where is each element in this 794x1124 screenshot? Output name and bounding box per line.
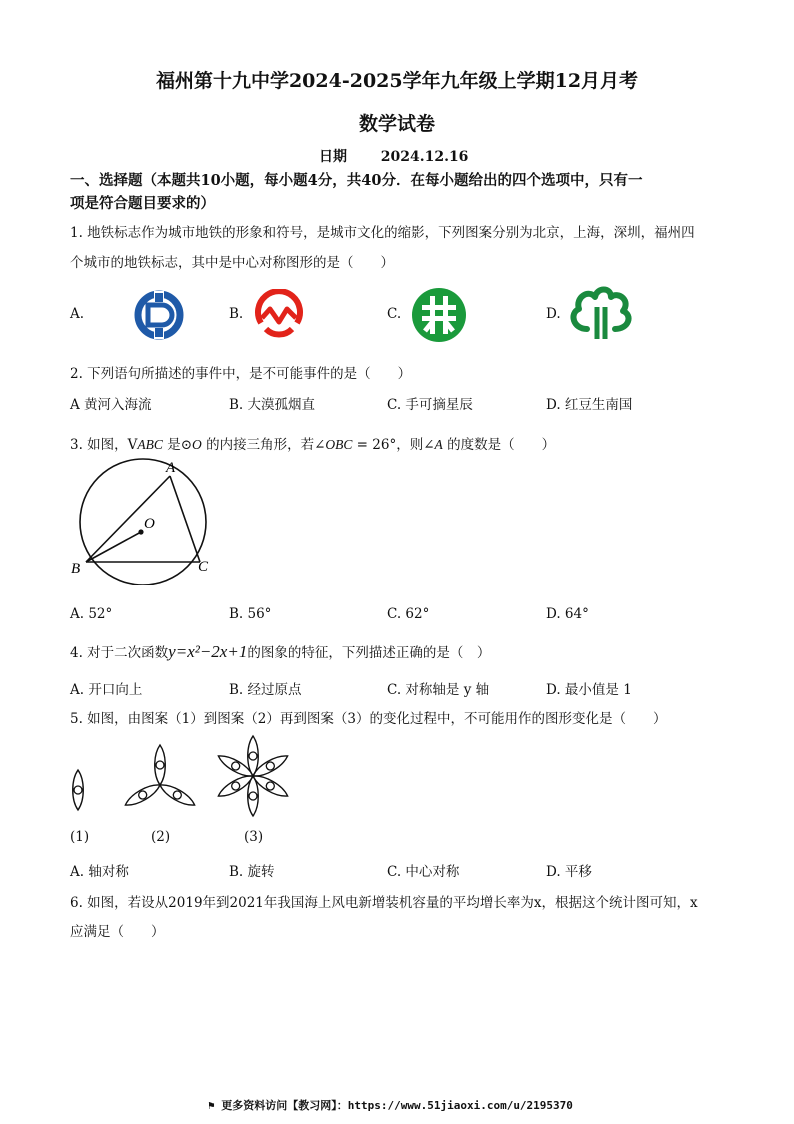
shanghai-metro-icon [253,289,305,341]
q5-label-3: (3) [244,829,264,845]
q2-option-d: D. 红豆生南国 [546,397,633,413]
exam-title: 福州第十九中学2024-2025学年九年级上学期12月月考 [155,70,639,92]
q3-stem-mid2: 的内接三角形，若∠ [201,437,326,453]
section-heading-line2: 项是符合题目要求的） [70,195,215,212]
q1-option-d: D. [546,306,561,322]
q3-label-b: B [71,561,81,577]
q3-stem-eq: = 26°，则∠ [352,437,435,453]
q2-option-c: C. 手可摘星辰 [387,397,473,413]
section-heading-line1: 一、选择题（本题共10小题，每小题4分，共40分．在每小题给出的四个选项中，只有一 [70,172,643,189]
q4-stem-end: 的图象的特征，下列描述正确的是（ ） [247,645,491,661]
date-label: 日期 [319,149,347,165]
flag-icon: ⚑ [208,1099,215,1112]
exam-subtitle: 数学试卷 [358,113,435,135]
q4-stem [70,641,490,662]
q3-stem-end: 的度数是（ ） [442,437,556,453]
date-value: 2024.12.16 [380,149,469,165]
q1-option-c: C. [387,306,402,322]
q4-option-b: B. 经过原点 [229,682,302,698]
q3-stem-prefix: 3. 如图，V [70,437,138,453]
q3-circle-figure [66,455,226,585]
q5-pattern-figures [62,730,302,825]
q6-stem-line2: 应满足（ ） [70,924,165,940]
shenzhen-metro-icon [411,287,467,343]
q5-pattern-3 [216,736,291,816]
q5-label-2: (2) [151,829,171,845]
q5-pattern-2 [123,745,198,810]
q1-stem-line2: 个城市的地铁标志，其中是中心对称图形的是（ ） [70,255,394,271]
q3-label-a: A [166,460,176,476]
q5-pattern-1 [73,770,84,810]
q5-option-a: A. 轴对称 [70,864,129,880]
q1-option-b: B. [229,306,244,322]
q3-option-a: A. 52° [70,606,113,622]
q1-stem-line1: 1. 地铁标志作为城市地铁的形象和符号，是城市文化的缩影，下列图案分别为北京，上海，深圳，福州四 [70,225,695,241]
q4-formula: y=x²−2x+1 [168,642,248,661]
q3-circle-name: O [192,437,202,452]
fuzhou-metro-icon [567,283,635,343]
q3-angle-name: OBC [325,437,353,452]
q3-option-b: B. 56° [229,606,272,622]
q3-label-o: O [144,516,155,532]
footer-text: 更多资料访问【教习网】：https://www.51jiaoxi.com/u/2195370 [221,1099,573,1112]
q3-triangle-name: ABC [137,437,163,452]
date-line [319,146,468,166]
q5-option-c: C. 中心对称 [387,864,460,880]
q4-stem-prefix: 4. 对于二次函数 [70,645,169,661]
q3-option-c: C. 62° [387,606,430,622]
q3-stem-mid: 是⊙ [162,437,193,453]
q3-label-c: C [198,559,209,575]
q5-stem: 5. 如图，由图案（1）到图案（2）再到图案（3）的变化过程中，不可能用作的图形变化是（ ） [70,711,667,727]
q2-option-a: A 黄河入海流 [70,397,152,413]
beijing-metro-icon [133,289,185,341]
q2-option-b: B. 大漠孤烟直 [229,397,316,413]
q2-stem: 2. 下列语句所描述的事件中，是不可能事件的是（ ） [70,366,412,382]
q5-option-d: D. 平移 [546,864,592,880]
q6-stem-line1: 6. 如图，若设从2019年到2021年我国海上风电新增装机容量的平均增长率为x，根据这个统计图可知，x [70,895,698,911]
q3-option-d: D. 64° [546,606,589,622]
q4-option-d: D. 最小值是 1 [546,682,632,698]
q4-option-a: A. 开口向上 [70,682,143,698]
q3-angle-a: A [434,437,443,452]
q5-option-b: B. 旋转 [229,864,275,880]
q3-stem [70,433,555,453]
q5-label-1: (1) [70,829,90,845]
q1-option-a: A. [70,306,85,322]
footer-link[interactable] [208,1097,573,1113]
q4-option-c: C. 对称轴是 y 轴 [387,682,490,698]
